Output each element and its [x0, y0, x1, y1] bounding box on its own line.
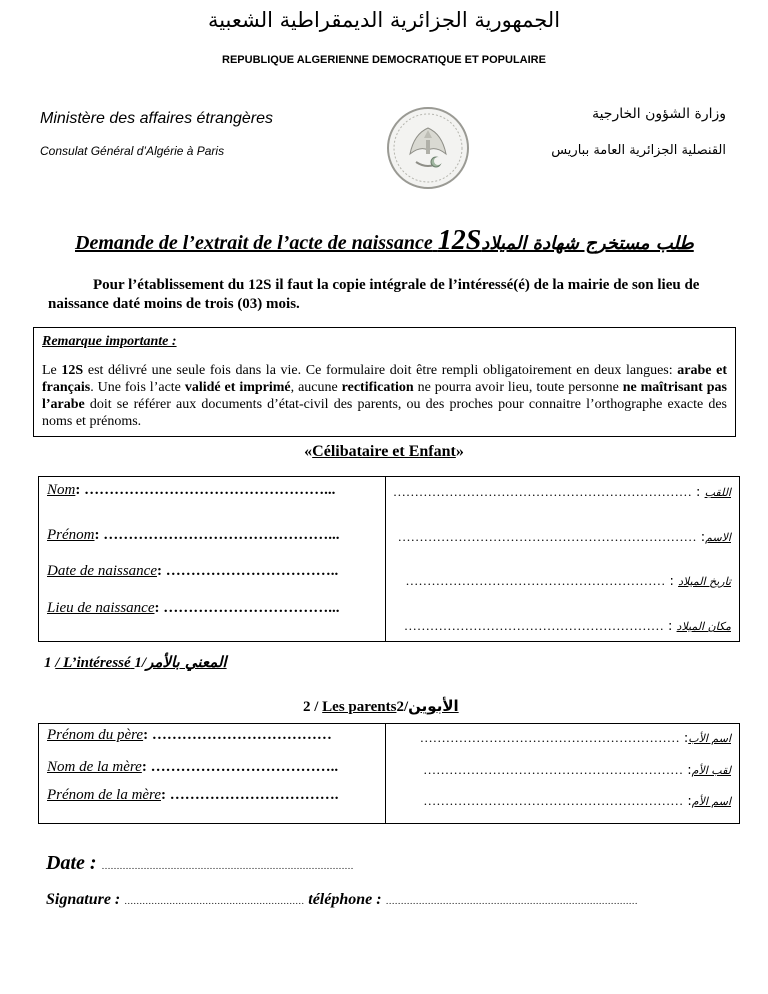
section-2-heading: 2 / Les parents الأبوين/2	[303, 697, 459, 715]
title-code: 12S	[437, 225, 482, 256]
telephone-dots: …………………………………………………………………………	[385, 896, 638, 906]
parents-info-box	[38, 723, 740, 824]
important-remark-box	[33, 327, 736, 437]
field-prenom-mere[interactable]: Prénom de la mère: …………………………….	[47, 787, 339, 803]
field-prenom-mere-ar[interactable]: اسم الأم: ……………………………………………………	[423, 793, 731, 809]
field-nom-mere-ar[interactable]: لقب الأم: ……………………………………………………	[423, 762, 731, 778]
national-emblem-seal-icon	[386, 106, 470, 190]
signature-dots: ……………………………………………………	[124, 896, 305, 906]
arabic-republic-heading: الجمهورية الجزائرية الديمقراطية الشعبية	[207, 8, 561, 32]
title-ar: طلب مستخرج شهادة الميلاد	[481, 233, 694, 254]
field-prenom-pere[interactable]: Prénom du père: ………………………………	[47, 727, 332, 743]
person-info-box	[38, 476, 740, 642]
signature-telephone-row[interactable]: Signature : …………………………………………………… téléphone : …………………………………………………………………………	[46, 891, 638, 908]
field-date-naissance[interactable]: Date de naissance: ……………………………..	[47, 563, 339, 579]
intro-paragraph: Pour l’établissement du 12S il faut la copie intégrale de l’intéressé(é) de la mairie de son lieu de naissance daté moins de trois (03) mois.	[48, 277, 700, 312]
title-fr: Demande de l’extrait de l’acte de naissance	[75, 232, 433, 254]
field-prenom[interactable]: Prénom: ………………………………………...	[47, 527, 340, 543]
remark-title: Remarque importante :	[42, 334, 177, 349]
date-field[interactable]: Date : …………………………………………………………………………	[46, 852, 354, 874]
consulat-ar: القنصلية الجزائرية العامة بباريس	[551, 143, 726, 158]
category-subtitle: «Célibataire et Enfant»	[304, 443, 464, 460]
section-1-heading: 1 / L’intéressé المعني بالأمر/1	[44, 653, 227, 671]
remark-text: Le 12S est délivré une seule fois dans la vie. Ce formulaire doit être rempli obligatoirement en deux langues: arabe et français. Une fois l’acte validé et imprimé, aucune rectification ne pourra avoir lieu, toute personne ne maîtrisant pas l’arabe doit se référer aux documents d’état-civil des parents, ou des proches pour connaitre l’orthographe exacte des noms et prénoms.	[42, 363, 728, 429]
field-nom-mere[interactable]: Nom de la mère: ………………………………..	[47, 759, 339, 775]
field-lieu-naissance[interactable]: Lieu de naissance: ……………………………...	[47, 600, 340, 616]
consulat-fr: Consulat Général d’Algérie à Paris	[40, 144, 225, 158]
telephone-label: téléphone :	[308, 891, 382, 908]
field-prenom-pere-ar[interactable]: اسم الأب: ……………………………………………………	[419, 730, 731, 746]
field-date-naissance-ar[interactable]: تاريخ الميلاد : ……………………………………………………	[405, 573, 731, 589]
field-lieu-naissance-ar[interactable]: مكان الميلاد : ……………………………………………………	[403, 618, 731, 634]
ministry-ar: وزارة الشؤون الخارجية	[592, 106, 726, 122]
field-prenom-ar[interactable]: الاسم: ……………………………………………………………	[397, 529, 731, 545]
form-title	[75, 225, 694, 257]
french-republic-heading: REPUBLIQUE ALGERIENNE DEMOCRATIQUE ET POPULAIRE	[222, 54, 546, 66]
field-nom-ar[interactable]: اللقب : ……………………………………………………………	[392, 484, 731, 500]
column-divider	[385, 477, 386, 641]
field-nom[interactable]: Nom: …………………………………………...	[47, 482, 336, 498]
ministry-fr: Ministère des affaires étrangères	[40, 110, 273, 127]
signature-label: Signature	[46, 891, 111, 908]
column-divider	[385, 724, 386, 823]
